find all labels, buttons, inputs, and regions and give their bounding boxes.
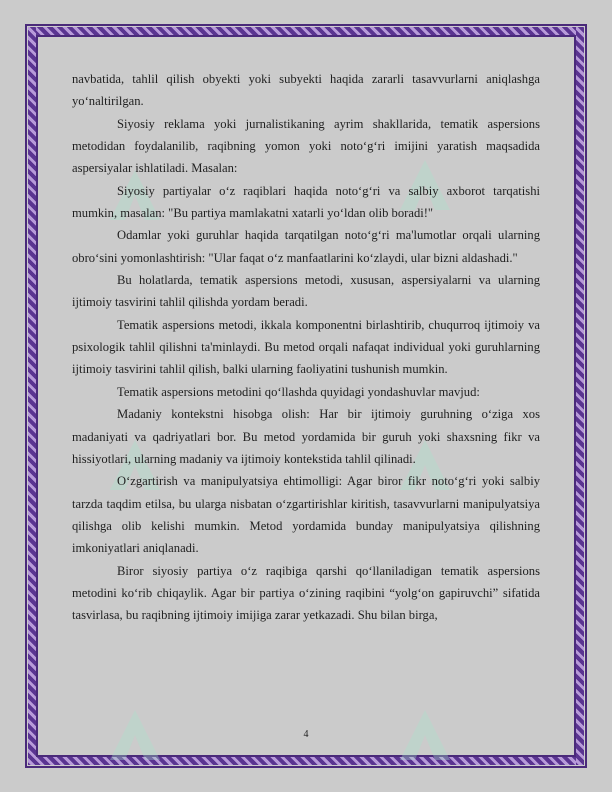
paragraph: Bu holatlarda, tematik aspersions metodi, xususan, aspersiyalarni va ularning ijtimoiy tasvirini tahlil qilishda yordam beradi. bbox=[72, 273, 540, 310]
paragraph: Madaniy kontekstni hisobga olish: Har bir ijtimoiy guruhning o‘ziga xos madaniyati va qadriyatlari bor. Bu metod yordamida bir guruh yoki shaxsning fikr va hissiyotlari, ularning madaniy va ijtimoiy kontekstida tahlil qilinadi. bbox=[72, 407, 540, 466]
paragraph: Tematik aspersions metodini qo‘llashda quyidagi yondashuvlar mavjud: bbox=[117, 384, 480, 399]
page-number: 4 bbox=[303, 729, 309, 740]
paragraph: O‘zgartirish va manipulyatsiya ehtimolligi: Agar biror fikr noto‘g‘ri yoki salbiy tarzda taqdim etilsa, bu ularga nisbatan o‘zgartirishlar kiritish, tasavvurlarni manipulyatsiya qilishga olib kelishi mumkin. Metod yordamida bunday manipulyatsiya qilishning imkoniyatlari aniqlanadi. bbox=[72, 474, 540, 556]
page-border-right bbox=[576, 27, 584, 765]
page-border-left bbox=[28, 27, 36, 765]
paragraph: Siyosiy partiyalar o‘z raqiblari haqida noto‘g‘ri va salbiy axborot tarqatishi mumkin, masalan: "Bu partiya mamlakatni xatarli yo‘ldan olib boradi!" bbox=[72, 183, 540, 221]
paragraph: Tematik aspersions metodi, ikkala komponentni birlashtirib, chuqurroq ijtimoiy va psixologik tahlil qilishni ta'minlaydi. Bu metod orqali nafaqat individual yoki guruhlarning ijtimoiy tasvirini tahlil qilish, balki ularning faoliyatini tushunish mumkin. bbox=[72, 317, 540, 377]
paragraph: navbatida, tahlil qilish obyekti yoki subyekti haqida zararli tasavvurlarni aniqlashga yo‘naltirilgan. bbox=[72, 72, 540, 109]
paragraph: Odamlar yoki guruhlar haqida tarqatilgan noto‘g‘ri ma'lumotlar orqali ularning obro‘sini yomonlashtirish: "Ular faqat o‘z manfaatlarini ko‘zlaydi, ular bizni aldashadi." bbox=[72, 228, 540, 265]
paragraph: Biror siyosiy partiya o‘z raqibiga qarshi qo‘llaniladigan tematik aspersions metodini ko‘rib chiqaylik. Agar bir partiya o‘zining raqibini “yolg‘on gapiruvchi” sifatida tasvirlasa, bu raqibning ijtimoiy imijiga zarar yetkazadi. Shu bilan birga, bbox=[72, 563, 540, 623]
document-body bbox=[72, 68, 540, 627]
page-border-bottom bbox=[28, 757, 584, 765]
page-border-top bbox=[28, 27, 584, 35]
paragraph: Siyosiy reklama yoki jurnalistikaning ayrim shakllarida, tematik aspersions metodidan foydalanilib, raqibning yomon yoki noto‘g‘ri imijini yaratish maqsadida aspersiyalar ishlatiladi. Masalan: bbox=[72, 116, 540, 176]
